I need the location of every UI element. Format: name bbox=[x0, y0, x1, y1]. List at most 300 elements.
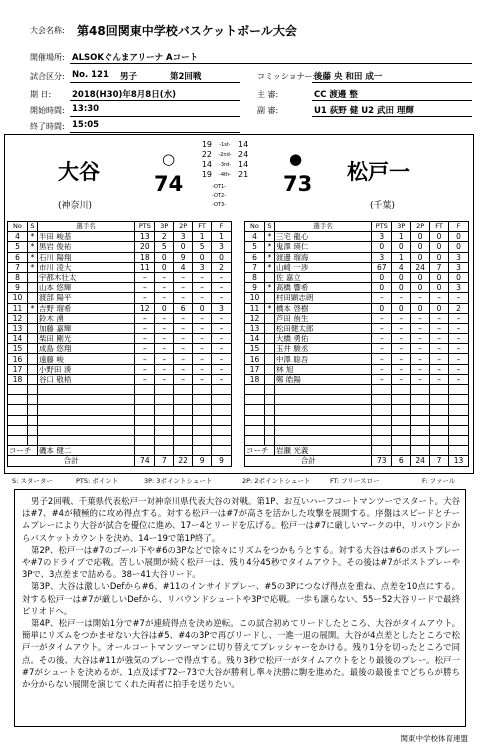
empty-cell bbox=[212, 385, 232, 395]
player-3p: – bbox=[155, 272, 174, 282]
player-row bbox=[245, 374, 469, 384]
starter-mark bbox=[27, 364, 37, 374]
player-row bbox=[245, 303, 469, 313]
player-name: 山崎 一渉 bbox=[274, 262, 371, 272]
starter-mark bbox=[27, 283, 37, 293]
player-name: 市川 凌大 bbox=[37, 262, 134, 272]
column-header: F bbox=[212, 222, 232, 232]
empty-cell bbox=[174, 415, 193, 425]
player-number: 7 bbox=[245, 262, 265, 272]
player-3p: – bbox=[392, 334, 411, 344]
total-value: 7 bbox=[155, 456, 174, 466]
column-header: No bbox=[245, 222, 265, 232]
player-2p: – bbox=[411, 374, 430, 384]
player-2p: 24 bbox=[411, 262, 430, 272]
player-number: 10 bbox=[245, 293, 265, 303]
player-pts: – bbox=[372, 374, 392, 384]
player-fouls: – bbox=[212, 334, 232, 344]
player-number: 15 bbox=[245, 344, 265, 354]
player-number: 6 bbox=[245, 252, 265, 262]
empty-row bbox=[245, 405, 469, 415]
quarter-row: 19 -1st- 14 bbox=[201, 140, 249, 149]
empty-cell bbox=[264, 425, 274, 435]
team-b-pref: (千葉) bbox=[370, 201, 396, 211]
empty-cell bbox=[274, 385, 371, 395]
total-row bbox=[8, 456, 232, 466]
column-header: 選手名 bbox=[274, 222, 371, 232]
starter-mark bbox=[27, 272, 37, 282]
empty-cell bbox=[193, 385, 212, 395]
empty-cell bbox=[174, 405, 193, 415]
empty-cell bbox=[392, 425, 411, 435]
empty-cell bbox=[430, 405, 449, 415]
team-b-stats-table bbox=[244, 221, 469, 467]
coach-name: 岩瀬 光義 bbox=[274, 446, 371, 456]
player-name: 半田 峻基 bbox=[37, 232, 134, 242]
commissioner-label: コミッショナー: bbox=[257, 72, 316, 81]
player-row bbox=[8, 283, 232, 293]
empty-cell bbox=[274, 405, 371, 415]
player-fouls: 0 bbox=[449, 232, 469, 242]
player-2p: 0 bbox=[174, 242, 193, 252]
player-ft: – bbox=[430, 344, 449, 354]
player-2p: – bbox=[174, 323, 193, 333]
empty-cell bbox=[245, 425, 265, 435]
player-2p: 0 bbox=[411, 272, 430, 282]
empty-cell bbox=[411, 385, 430, 395]
starter-mark bbox=[27, 313, 37, 323]
player-3p: 5 bbox=[155, 242, 174, 252]
player-row bbox=[8, 354, 232, 364]
player-pts: – bbox=[372, 344, 392, 354]
player-ft: – bbox=[430, 334, 449, 344]
player-fouls: – bbox=[449, 354, 469, 364]
empty-cell bbox=[193, 415, 212, 425]
total-value: 6 bbox=[392, 456, 411, 466]
game-category: 男子 bbox=[120, 72, 138, 82]
player-ft: – bbox=[193, 313, 212, 323]
player-3p: 0 bbox=[392, 242, 411, 252]
team-a-score: 74 bbox=[154, 172, 184, 196]
player-row bbox=[8, 262, 232, 272]
player-name: 小野田 湊 bbox=[37, 364, 134, 374]
player-number: 16 bbox=[245, 354, 265, 364]
player-name: 芦田 侑生 bbox=[274, 313, 371, 323]
empty-cell bbox=[430, 435, 449, 445]
empty-cell bbox=[411, 395, 430, 405]
empty-cell bbox=[274, 395, 371, 405]
starter-mark bbox=[264, 334, 274, 344]
total-value: 74 bbox=[135, 456, 155, 466]
player-3p: 0 bbox=[392, 283, 411, 293]
empty-cell bbox=[392, 405, 411, 415]
player-3p: – bbox=[392, 293, 411, 303]
player-row bbox=[8, 313, 232, 323]
commissioner-value: 後藤 央 和田 成一 bbox=[314, 72, 383, 82]
player-2p: 6 bbox=[174, 303, 193, 313]
player-2p: – bbox=[411, 323, 430, 333]
footer-org: 関東中学校体育連盟 bbox=[400, 734, 468, 743]
empty-row bbox=[8, 415, 232, 425]
player-number: 16 bbox=[8, 354, 28, 364]
empty-cell bbox=[135, 385, 155, 395]
player-name: 渡邊 瑠海 bbox=[274, 252, 371, 262]
player-number: 4 bbox=[8, 232, 28, 242]
empty-cell bbox=[174, 385, 193, 395]
player-fouls: 3 bbox=[449, 262, 469, 272]
starter-mark: * bbox=[264, 262, 274, 272]
player-3p: 0 bbox=[392, 303, 411, 313]
empty-cell bbox=[155, 385, 174, 395]
player-pts: – bbox=[135, 323, 155, 333]
table-header-row bbox=[245, 222, 469, 232]
player-number: 9 bbox=[245, 283, 265, 293]
player-pts: – bbox=[135, 293, 155, 303]
starter-mark bbox=[264, 374, 274, 384]
empty-cell bbox=[155, 415, 174, 425]
player-number: 6 bbox=[8, 252, 28, 262]
empty-row bbox=[8, 405, 232, 415]
empty-cell bbox=[449, 425, 469, 435]
player-number: 5 bbox=[8, 242, 28, 252]
starter-mark bbox=[27, 374, 37, 384]
player-2p: 9 bbox=[174, 252, 193, 262]
player-name: 谷口 敬梧 bbox=[37, 374, 134, 384]
player-pts: – bbox=[135, 334, 155, 344]
player-number: 4 bbox=[245, 232, 265, 242]
player-fouls: 3 bbox=[449, 283, 469, 293]
empty-cell bbox=[8, 395, 28, 405]
legend-2p: 2P: 2ポイントシュート bbox=[242, 477, 311, 485]
player-2p: – bbox=[411, 364, 430, 374]
player-3p: 0 bbox=[392, 272, 411, 282]
coach-label: コーチ bbox=[245, 446, 275, 456]
quarter-row: 22 -2nd- 24 bbox=[201, 150, 249, 159]
empty-cell bbox=[155, 446, 174, 456]
player-fouls: – bbox=[212, 323, 232, 333]
player-fouls: – bbox=[212, 313, 232, 323]
player-ft: 1 bbox=[193, 232, 212, 242]
player-pts: – bbox=[135, 374, 155, 384]
player-row bbox=[245, 344, 469, 354]
player-name: 鄭 皓陽 bbox=[274, 374, 371, 384]
starter-mark bbox=[27, 354, 37, 364]
player-row bbox=[245, 334, 469, 344]
starter-mark bbox=[27, 323, 37, 333]
empty-cell bbox=[27, 425, 37, 435]
empty-cell bbox=[372, 435, 392, 445]
column-header: 3P bbox=[155, 222, 174, 232]
player-pts: 0 bbox=[372, 242, 392, 252]
empty-cell bbox=[37, 385, 134, 395]
column-header: 3P bbox=[392, 222, 411, 232]
empty-cell bbox=[37, 395, 134, 405]
player-pts: – bbox=[372, 354, 392, 364]
player-name: 中澤 聡吾 bbox=[274, 354, 371, 364]
end-value: 15:05 bbox=[72, 120, 100, 130]
empty-row bbox=[245, 425, 469, 435]
empty-cell bbox=[411, 446, 430, 456]
empty-cell bbox=[264, 435, 274, 445]
total-value: 9 bbox=[193, 456, 212, 466]
empty-cell bbox=[245, 405, 265, 415]
player-fouls: – bbox=[449, 313, 469, 323]
empty-row bbox=[245, 385, 469, 395]
total-label: 合計 bbox=[8, 456, 135, 466]
player-row bbox=[245, 283, 469, 293]
empty-cell bbox=[8, 425, 28, 435]
player-3p: – bbox=[392, 364, 411, 374]
empty-cell bbox=[174, 435, 193, 445]
player-number: 10 bbox=[8, 293, 28, 303]
player-2p: – bbox=[411, 354, 430, 364]
legend-3p: 3P: 3ポイントシュート bbox=[144, 477, 213, 485]
game-no-value: No. 121 bbox=[72, 70, 109, 80]
player-fouls: – bbox=[212, 354, 232, 364]
player-name: 渡部 陽平 bbox=[37, 293, 134, 303]
win-mark-icon: ○ bbox=[162, 150, 176, 168]
empty-cell bbox=[27, 435, 37, 445]
starter-mark bbox=[27, 344, 37, 354]
player-pts: 18 bbox=[135, 252, 155, 262]
player-3p: – bbox=[155, 354, 174, 364]
player-3p: – bbox=[155, 374, 174, 384]
date-label: 期 日: bbox=[30, 90, 52, 99]
empty-cell bbox=[372, 446, 392, 456]
empty-cell bbox=[174, 395, 193, 405]
empty-cell bbox=[449, 415, 469, 425]
player-name: 林 旭 bbox=[274, 364, 371, 374]
game-no-label: 試合区分: bbox=[30, 72, 65, 81]
player-number: 7 bbox=[8, 262, 28, 272]
player-name: 橋本 啓樹 bbox=[274, 303, 371, 313]
player-fouls: – bbox=[449, 334, 469, 344]
player-name: 玉井 駿丞 bbox=[274, 344, 371, 354]
player-ft: – bbox=[193, 323, 212, 333]
player-pts: 3 bbox=[372, 232, 392, 242]
player-number: 18 bbox=[8, 374, 28, 384]
player-2p: – bbox=[174, 374, 193, 384]
starter-mark: * bbox=[264, 303, 274, 313]
player-row bbox=[245, 252, 469, 262]
legend-ft: FT: フリースロー bbox=[330, 477, 380, 485]
starter-mark bbox=[264, 354, 274, 364]
player-row bbox=[8, 364, 232, 374]
game-report bbox=[14, 489, 466, 727]
player-fouls: 0 bbox=[449, 272, 469, 282]
player-2p: 0 bbox=[411, 232, 430, 242]
empty-cell bbox=[193, 446, 212, 456]
player-fouls: – bbox=[212, 283, 232, 293]
starter-mark bbox=[264, 323, 274, 333]
player-row bbox=[245, 272, 469, 282]
empty-cell bbox=[8, 435, 28, 445]
player-2p: 0 bbox=[411, 303, 430, 313]
player-2p: – bbox=[411, 313, 430, 323]
player-pts: 0 bbox=[372, 303, 392, 313]
player-ft: – bbox=[193, 354, 212, 364]
umpire-value: U1 荻野 健 U2 武田 理輝 bbox=[314, 106, 414, 116]
player-pts: – bbox=[372, 313, 392, 323]
player-fouls: 2 bbox=[449, 303, 469, 313]
player-pts: 12 bbox=[135, 303, 155, 313]
starter-mark bbox=[264, 313, 274, 323]
commissioner-underline bbox=[312, 82, 472, 83]
player-ft: 0 bbox=[430, 303, 449, 313]
empty-cell bbox=[264, 395, 274, 405]
column-header: PTS bbox=[135, 222, 155, 232]
empty-cell bbox=[392, 395, 411, 405]
player-number: 9 bbox=[8, 283, 28, 293]
overtime-row: -OT1- bbox=[212, 184, 226, 190]
player-name: 吉野 瑠希 bbox=[37, 303, 134, 313]
empty-cell bbox=[430, 395, 449, 405]
empty-cell bbox=[27, 405, 37, 415]
player-row bbox=[8, 374, 232, 384]
empty-cell bbox=[264, 385, 274, 395]
empty-cell bbox=[155, 395, 174, 405]
empty-cell bbox=[135, 425, 155, 435]
overtime-row: -OT2- bbox=[212, 193, 226, 199]
empty-cell bbox=[245, 435, 265, 445]
player-row bbox=[8, 303, 232, 313]
player-2p: – bbox=[174, 344, 193, 354]
total-value: 9 bbox=[212, 456, 232, 466]
player-fouls: 2 bbox=[212, 262, 232, 272]
empty-cell bbox=[135, 446, 155, 456]
legend-foul: F: ファール bbox=[422, 477, 456, 485]
empty-row bbox=[8, 435, 232, 445]
empty-cell bbox=[37, 435, 134, 445]
player-2p: – bbox=[174, 334, 193, 344]
player-row bbox=[8, 252, 232, 262]
player-name: 大橋 勇佑 bbox=[274, 334, 371, 344]
player-3p: – bbox=[155, 364, 174, 374]
report-paragraph: 第2P、松戸一は#7のゴール下や#6の3Pなどで徐々にリズムをつかもうとする。対する大谷は#6のポストプレーや#7のドライブで応戦。苦しい展開が続く松戸一は、残り4分45秒でタイムアウト。その後は#7がポストプレーや3Pで、3点差まで詰める。38ー41大谷リード。 bbox=[22, 544, 460, 580]
starter-mark: * bbox=[264, 252, 274, 262]
player-ft: 0 bbox=[430, 283, 449, 293]
player-number: 12 bbox=[245, 313, 265, 323]
player-ft: – bbox=[193, 374, 212, 384]
empty-cell bbox=[8, 405, 28, 415]
starter-mark: * bbox=[264, 232, 274, 242]
player-fouls: 3 bbox=[212, 303, 232, 313]
player-pts: – bbox=[372, 323, 392, 333]
player-ft: – bbox=[193, 293, 212, 303]
player-pts: – bbox=[135, 354, 155, 364]
total-value: 22 bbox=[174, 456, 193, 466]
end-label: 終了時間: bbox=[30, 122, 65, 131]
empty-cell bbox=[8, 385, 28, 395]
total-row bbox=[245, 456, 469, 466]
starter-mark: * bbox=[264, 283, 274, 293]
player-2p: – bbox=[174, 354, 193, 364]
venue-label: 開催場所: bbox=[30, 53, 65, 62]
player-name: 成島 悠翔 bbox=[37, 344, 134, 354]
player-fouls: – bbox=[449, 323, 469, 333]
player-2p: – bbox=[174, 364, 193, 374]
empty-cell bbox=[27, 415, 37, 425]
player-name: 髙橋 響希 bbox=[274, 283, 371, 293]
empty-cell bbox=[274, 435, 371, 445]
column-header: 選手名 bbox=[37, 222, 134, 232]
player-2p: – bbox=[411, 344, 430, 354]
player-row bbox=[8, 334, 232, 344]
quarter-row: 14 -3rd- 14 bbox=[201, 160, 249, 169]
player-row bbox=[8, 293, 232, 303]
player-ft: 7 bbox=[430, 262, 449, 272]
player-3p: – bbox=[155, 344, 174, 354]
player-row bbox=[245, 242, 469, 252]
empty-cell bbox=[27, 385, 37, 395]
coach-row bbox=[245, 446, 469, 456]
team-b-score: 73 bbox=[283, 172, 313, 196]
start-underline bbox=[70, 116, 240, 117]
player-pts: – bbox=[135, 313, 155, 323]
empty-cell bbox=[212, 405, 232, 415]
player-name: 宇都木壮太 bbox=[37, 272, 134, 282]
player-row bbox=[245, 323, 469, 333]
starter-mark: * bbox=[27, 262, 37, 272]
starter-mark bbox=[27, 334, 37, 344]
player-ft: – bbox=[430, 293, 449, 303]
player-3p: 0 bbox=[155, 303, 174, 313]
player-pts: – bbox=[372, 364, 392, 374]
player-name: 柴田 剛光 bbox=[37, 334, 134, 344]
player-row bbox=[245, 262, 469, 272]
player-name: 村田顕志朗 bbox=[274, 293, 371, 303]
start-value: 13:30 bbox=[72, 104, 100, 114]
empty-cell bbox=[430, 425, 449, 435]
player-fouls: 0 bbox=[449, 242, 469, 252]
empty-cell bbox=[155, 435, 174, 445]
game-no-underline bbox=[70, 82, 240, 83]
player-number: 8 bbox=[245, 272, 265, 282]
empty-cell bbox=[372, 385, 392, 395]
empty-cell bbox=[449, 435, 469, 445]
player-2p: – bbox=[174, 283, 193, 293]
player-ft: 0 bbox=[430, 242, 449, 252]
player-number: 18 bbox=[245, 374, 265, 384]
column-header: 2P bbox=[174, 222, 193, 232]
coach-name: 磯本 健二 bbox=[37, 446, 134, 456]
quarter-scores bbox=[170, 140, 280, 210]
player-name: 遠藤 峻 bbox=[37, 354, 134, 364]
player-3p: 0 bbox=[155, 262, 174, 272]
column-header: PTS bbox=[372, 222, 392, 232]
empty-cell bbox=[449, 385, 469, 395]
empty-cell bbox=[212, 415, 232, 425]
empty-cell bbox=[274, 415, 371, 425]
starter-mark: * bbox=[27, 252, 37, 262]
player-number: 14 bbox=[245, 334, 265, 344]
player-pts: 0 bbox=[372, 283, 392, 293]
empty-cell bbox=[449, 395, 469, 405]
player-3p: 1 bbox=[392, 232, 411, 242]
player-number: 8 bbox=[8, 272, 28, 282]
player-row bbox=[245, 232, 469, 242]
date-value: 2018(H30)年8月8日(水) bbox=[72, 90, 176, 100]
starter-mark bbox=[264, 344, 274, 354]
empty-cell bbox=[135, 405, 155, 415]
player-fouls: – bbox=[212, 344, 232, 354]
player-2p: 0 bbox=[411, 242, 430, 252]
total-label: 合計 bbox=[245, 456, 372, 466]
player-pts: – bbox=[135, 272, 155, 282]
column-header: F bbox=[449, 222, 469, 232]
player-row bbox=[8, 272, 232, 282]
player-number: 17 bbox=[245, 364, 265, 374]
